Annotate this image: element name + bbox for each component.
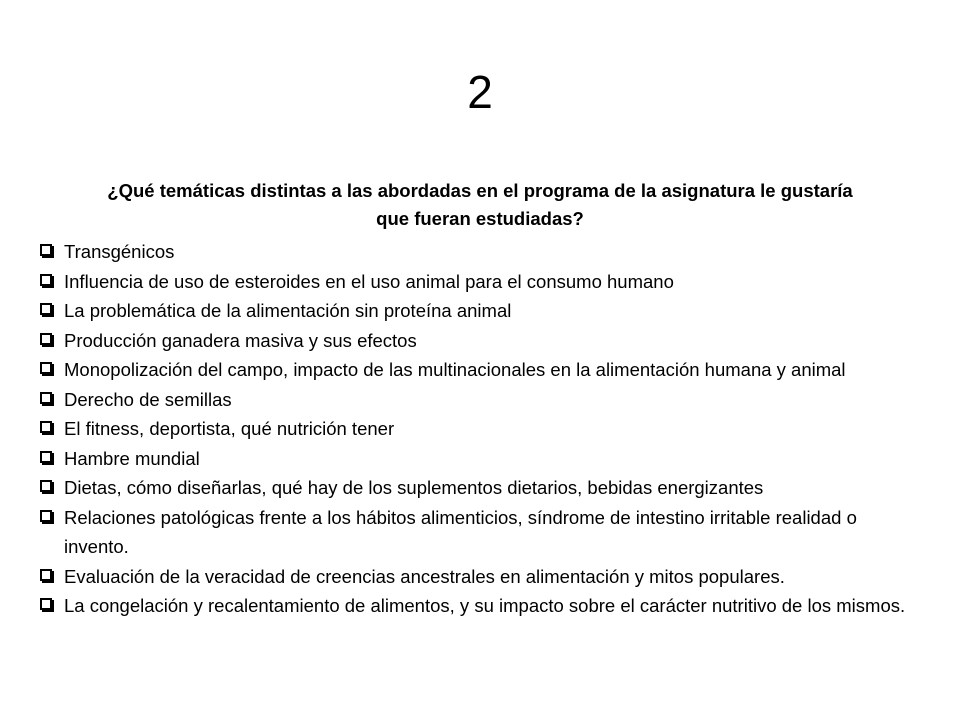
list-item xyxy=(36,296,926,326)
checkbox-icon xyxy=(40,392,52,404)
checkbox-icon xyxy=(40,274,52,286)
checkbox-icon xyxy=(40,362,52,374)
list-item xyxy=(36,267,926,297)
list-item-text: Transgénicos xyxy=(64,241,175,262)
list-item xyxy=(36,355,926,385)
topic-list xyxy=(36,237,926,621)
checkbox-icon xyxy=(40,244,52,256)
list-item-text: La congelación y recalentamiento de alimentos, y su impacto sobre el carácter nutritivo de los mismos. xyxy=(64,595,906,616)
list-item-text: Evaluación de la veracidad de creencias ancestrales en alimentación y mitos populares. xyxy=(64,565,785,587)
list-item-text: Derecho de semillas xyxy=(64,388,232,410)
survey-question: ¿Qué temáticas distintas a las abordadas en el programa de la asignatura le gustaría que fueran estudiadas? xyxy=(107,180,853,229)
checkbox-icon xyxy=(40,569,52,581)
checkbox-icon xyxy=(40,598,52,610)
checkbox-icon xyxy=(40,510,52,522)
checkbox-icon xyxy=(40,451,52,463)
list-item-text: Hambre mundial xyxy=(64,447,200,469)
list-item xyxy=(36,591,926,621)
list-item-text: Monopolización del campo, impacto de las multinacionales en la alimentación humana y animal xyxy=(64,359,846,380)
list-item-text: La problemática de la alimentación sin proteína animal xyxy=(64,300,512,321)
slide-title: 2 xyxy=(467,66,493,118)
list-item-text: Influencia de uso de esteroides en el uso animal para el consumo humano xyxy=(64,270,674,292)
checkbox-icon xyxy=(40,303,52,315)
checkbox-icon xyxy=(40,421,52,433)
list-item-text: El fitness, deportista, qué nutrición tener xyxy=(64,418,395,439)
list-item xyxy=(36,444,926,474)
list-item-text: Producción ganadera masiva y sus efectos xyxy=(64,329,417,351)
list-item xyxy=(36,326,926,356)
list-item xyxy=(36,385,926,415)
list-item-text: Dietas, cómo diseñarlas, qué hay de los suplementos dietarios, bebidas energizantes xyxy=(64,477,764,498)
list-item xyxy=(36,473,926,503)
list-item xyxy=(36,414,926,444)
checkbox-icon xyxy=(40,333,52,345)
checkbox-icon xyxy=(40,480,52,492)
list-item-text: Relaciones patológicas frente a los hábitos alimenticios, síndrome de intestino irritable realidad o invento. xyxy=(64,506,857,557)
list-item xyxy=(36,562,926,592)
list-item xyxy=(36,503,926,562)
list-item xyxy=(36,237,926,267)
